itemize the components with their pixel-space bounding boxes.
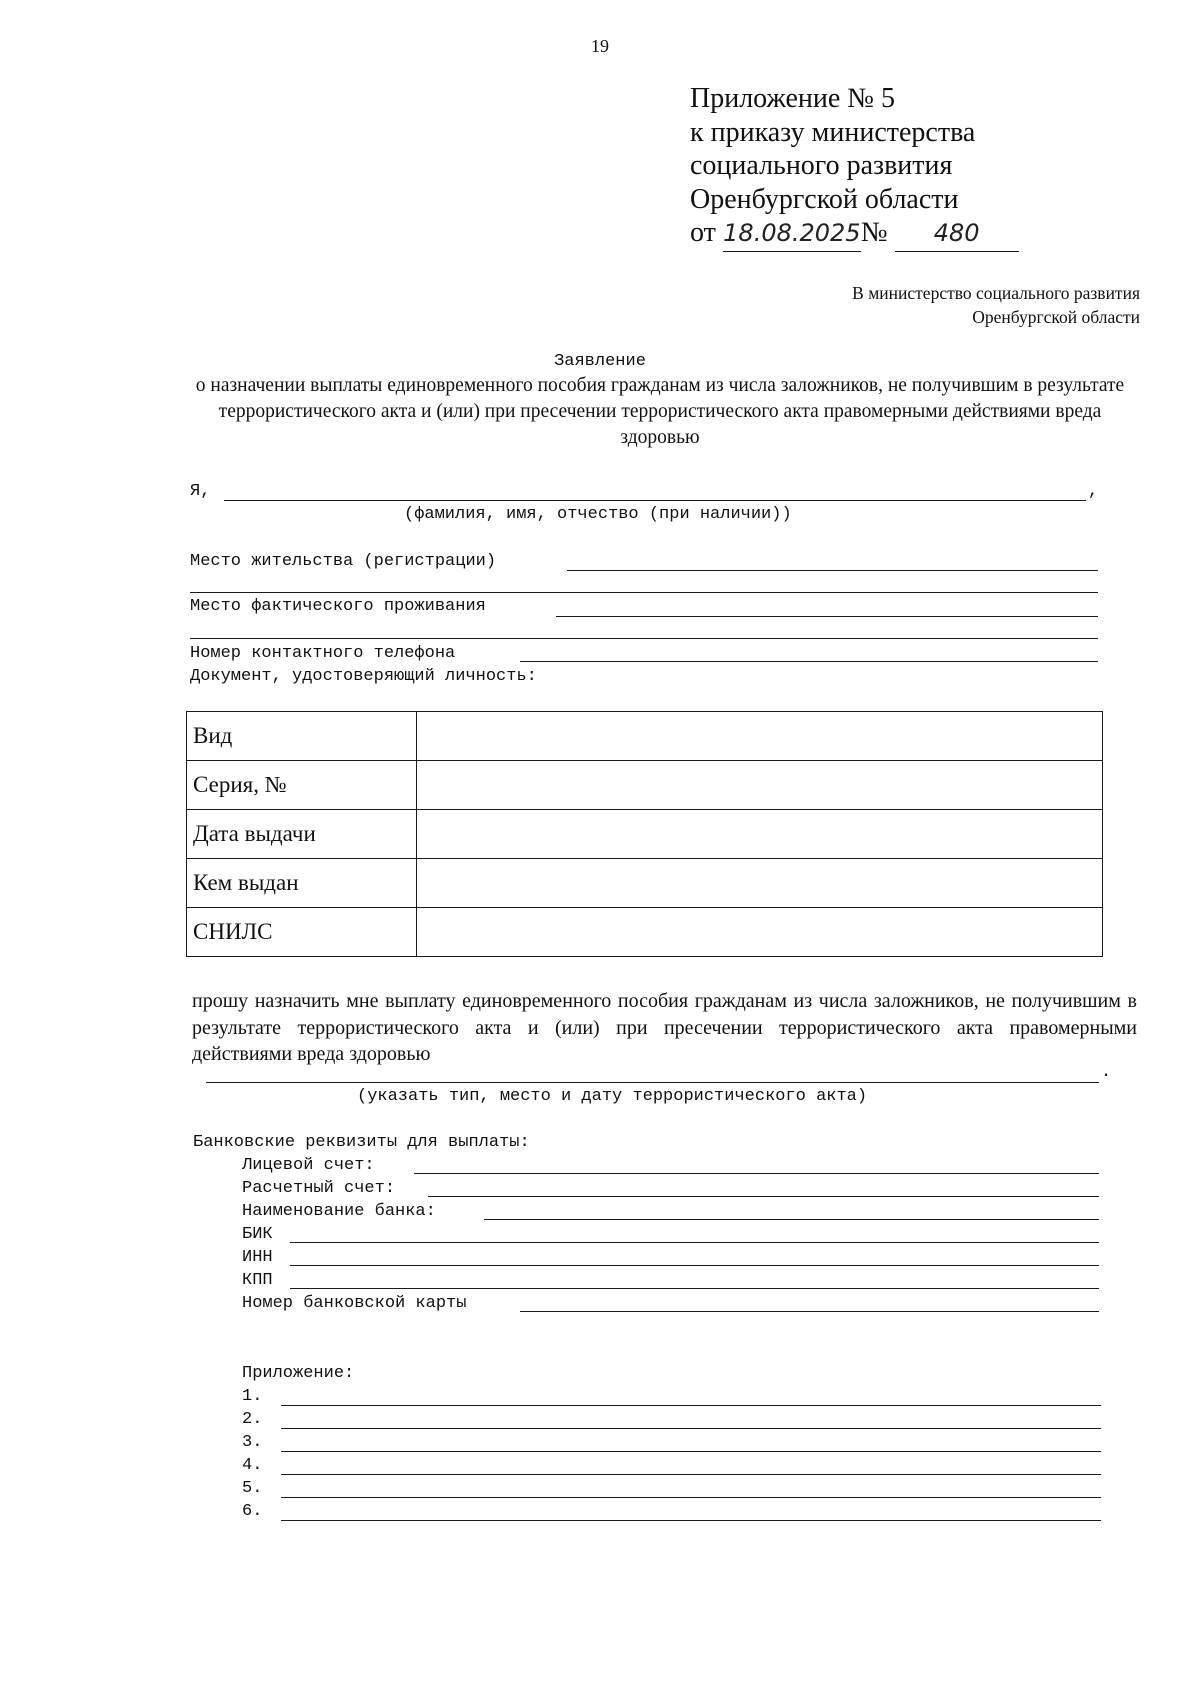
addressee-line-2: Оренбургской области [972,307,1140,327]
table-row [187,761,1103,810]
doc-series-label: Серия, № [187,761,417,810]
bank-details-heading: Банковские реквизиты для выплаты: [193,1133,530,1152]
appendix-date-row [690,216,1019,252]
phone-label: Номер контактного телефона [190,644,456,663]
doc-issue-date-value[interactable] [417,810,1103,859]
applicant-suffix: , [1088,482,1099,501]
document-title: Заявление [554,352,646,371]
attachment-number-2: 2. [242,1410,263,1429]
appendix-order-line: к приказу министерства [690,116,976,148]
table-row [187,810,1103,859]
terrorist-act-suffix: . [1101,1063,1112,1082]
document-subtitle: о назначении выплаты единовременного пособия гражданам из числа заложников, не получившим в результате террористического акта и (или) при пресечении террористического акта правомерными действиями вреда здоровью [195,375,1125,448]
attachment-number-3: 3. [242,1433,263,1452]
applicant-name-line[interactable] [224,500,1086,501]
handwritten-number: 480 [895,217,1019,252]
actual-residence-line-2[interactable] [190,638,1098,639]
id-document-label: Документ, удостоверяющий личность: [190,667,537,686]
bik-line[interactable] [290,1242,1099,1243]
registration-line-2[interactable] [190,592,1098,593]
addressee [852,281,1140,329]
attachment-number-5: 5. [242,1479,263,1498]
attachment-line-1[interactable] [281,1405,1101,1406]
doc-type-label: Вид [187,712,417,761]
doc-issuer-value[interactable] [417,859,1103,908]
table-row [187,908,1103,957]
personal-account-label: Лицевой счет: [242,1156,375,1175]
appendix-region-line: Оренбургской области [690,183,959,215]
snils-value[interactable] [417,908,1103,957]
settlement-account-line[interactable] [428,1196,1099,1197]
doc-series-value[interactable] [417,761,1103,810]
kpp-label: КПП [242,1271,273,1290]
kpp-line[interactable] [290,1288,1099,1289]
inn-line[interactable] [290,1265,1099,1266]
page-number: 19 [591,36,609,56]
addressee-line-1: В министерство социального развития [852,283,1140,303]
terrorist-act-line[interactable] [206,1082,1099,1083]
request-paragraph: прошу назначить мне выплату единовременного пособия гражданам из числа заложников, не получившим в результате террористического акта и (или) при пресечении террористического акта правомерными действиями вреда здоровью [192,990,1137,1065]
actual-residence-label: Место фактического проживания [190,597,486,616]
attachment-number-1: 1. [242,1387,263,1406]
inn-label: ИНН [242,1248,273,1267]
attachment-line-5[interactable] [281,1497,1101,1498]
table-row [187,859,1103,908]
id-document-table [186,711,1103,957]
phone-line[interactable] [520,661,1098,662]
registration-label: Место жительства (регистрации) [190,552,497,571]
table-row [187,712,1103,761]
appendix-ministry-line: социального развития [690,150,953,181]
personal-account-line[interactable] [414,1173,1099,1174]
registration-line[interactable] [567,570,1098,571]
attachments-heading: Приложение: [242,1364,355,1383]
doc-issue-date-label: Дата выдачи [187,810,417,859]
attachment-number-6: 6. [242,1502,263,1521]
applicant-prefix: Я, [190,482,211,501]
bik-label: БИК [242,1225,273,1244]
bank-name-line[interactable] [484,1219,1099,1220]
settlement-account-label: Расчетный счет: [242,1179,396,1198]
actual-residence-line[interactable] [556,616,1098,617]
applicant-name-caption: (фамилия, имя, отчество (при наличии)) [404,505,792,524]
attachment-line-2[interactable] [281,1428,1101,1429]
card-number-line[interactable] [520,1311,1099,1312]
appendix-header [690,82,1019,252]
terrorist-act-caption: (указать тип, место и дату террористического акта) [357,1087,868,1106]
attachment-line-3[interactable] [281,1451,1101,1452]
handwritten-date: 18.08.2025 [723,217,861,252]
attachment-line-6[interactable] [281,1520,1101,1521]
snils-label: СНИЛС [187,908,417,957]
appendix-title: Приложение № 5 [690,83,895,114]
attachment-number-4: 4. [242,1456,263,1475]
date-prefix: от [690,217,716,248]
bank-name-label: Наименование банка: [242,1202,436,1221]
number-sign: № [860,217,888,248]
attachment-line-4[interactable] [281,1474,1101,1475]
card-number-label: Номер банковской карты [242,1294,467,1313]
doc-type-value[interactable] [417,712,1103,761]
doc-issuer-label: Кем выдан [187,859,417,908]
